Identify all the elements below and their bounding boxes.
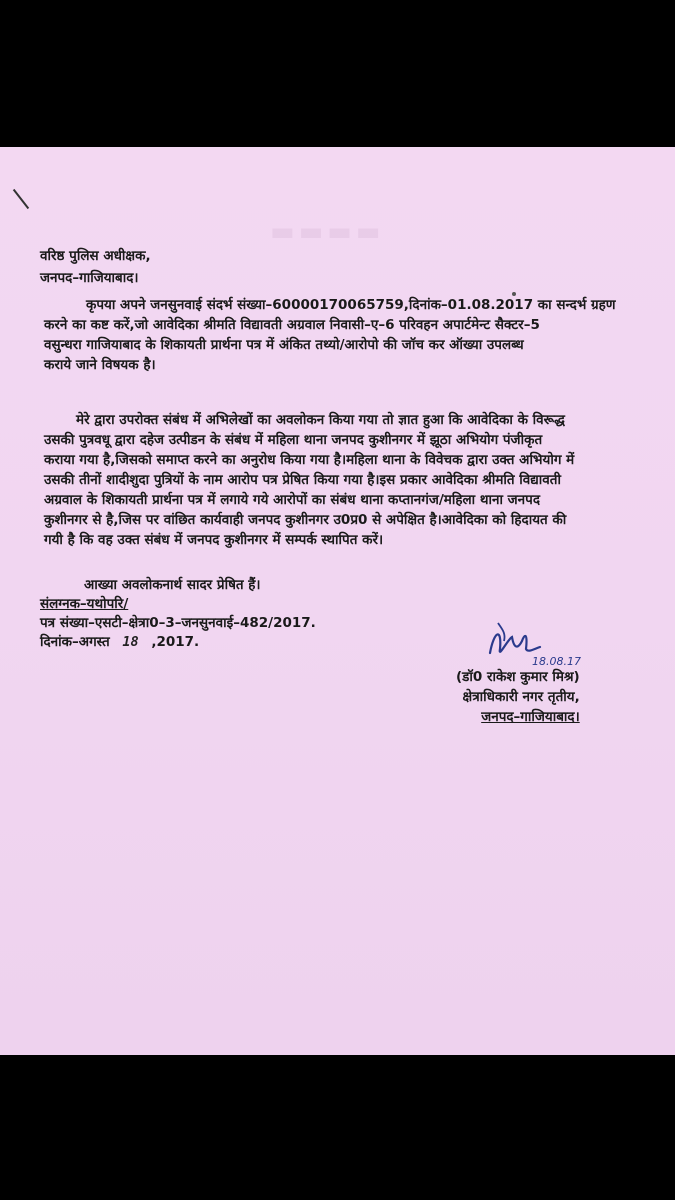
pen-tick-mark bbox=[13, 189, 29, 209]
signatory-block bbox=[456, 667, 580, 727]
letter-date bbox=[40, 633, 316, 652]
addressee-line: वरिष्ठ पुलिस अधीक्षक, bbox=[40, 248, 151, 264]
paragraph-findings bbox=[44, 410, 644, 550]
handwritten-signature bbox=[484, 619, 604, 667]
enclosure-label: संलग्नक–यथोपरि/ bbox=[40, 596, 129, 612]
paragraph-line: कृपया अपने जनसुनवाई संदर्भ संख्या–60000170065759,दिनांक–01.08.2017 का सन्दर्भ ग्रहण bbox=[86, 297, 616, 313]
paragraph-line: मेरे द्वारा उपरोक्त संबंध में अभिलेखों का अवलोकन किया गया तो ज्ञात हुआ कि आवेदिका के विरूद्ध bbox=[76, 412, 565, 428]
date-day: 18 bbox=[122, 634, 139, 650]
addressee-line: जनपद–गाजियाबाद। bbox=[40, 270, 139, 286]
paragraph-line: कराया गया है,जिसको समाप्त करने का अनुरोध किया गया है।महिला थाना के विवेचक द्वारा उक्त अभियोग में bbox=[44, 452, 575, 468]
signature-date: 18.08.17 bbox=[532, 655, 581, 667]
letterhead-watermark: ▬▬▬▬ bbox=[270, 217, 385, 247]
paragraph-reference bbox=[44, 295, 644, 375]
signatory-name: (डॉ0 राकेश कुमार मिश्र) bbox=[456, 669, 580, 685]
date-year: ,2017. bbox=[151, 634, 200, 650]
date-prefix: दिनांक–अगस्त bbox=[40, 634, 110, 650]
signatory-designation: क्षेत्राधिकारी नगर तृतीय, bbox=[462, 689, 580, 705]
paragraph-line: उसकी पुत्रवधू द्वारा दहेज उत्पीडन के संबंध में महिला थाना जनपद कुशीनगर में झूठा अभियोग पंजीकृत bbox=[44, 432, 543, 448]
signatory-district: जनपद–गाजियाबाद। bbox=[481, 709, 580, 725]
paragraph-line: गयी है कि वह उक्त संबंध में जनपद कुशीनगर में सम्पर्क स्थापित करें। bbox=[44, 532, 384, 548]
closing-line: आख्या अवलोकनार्थ सादर प्रेषित हैं। bbox=[84, 577, 261, 593]
reference-number: पत्र संख्या–एसटी–क्षेत्रा0–3–जनसुनवाई–482/2017. bbox=[40, 615, 316, 631]
paragraph-line: कुशीनगर से है,जिस पर वांछित कार्यवाही जनपद कुशीनगर उ0प्र0 से अपेक्षित है।आवेदिका को हिदायत की bbox=[44, 512, 567, 528]
letter-page bbox=[0, 147, 675, 1055]
paragraph-line: उसकी तीनों शादीशुदा पुत्रियों के नाम आरोप पत्र प्रेषित किया गया है।इस प्रकार आवेदिका श्रीमति विद्यावती bbox=[44, 472, 561, 488]
paragraph-line: वसुन्धरा गाजियाबाद के शिकायती प्रार्थना पत्र में अंकित तथ्यो/आरोपो की जॉच कर ऑख्या उपलब्ध bbox=[44, 337, 524, 353]
enclosure-block bbox=[40, 595, 316, 652]
paragraph-line: अग्रवाल के शिकायती प्रार्थना पत्र में लगाये गये आरोपों का संबंध थाना कप्तानगंज/महिला थाना जनपद bbox=[44, 492, 541, 508]
addressee bbox=[40, 245, 151, 289]
paragraph-line: करने का कष्ट करें,जो आवेदिका श्रीमति विद्यावती अग्रवाल निवासी–ए–6 परिवहन अपार्टमेन्ट सैक्टर–5 bbox=[44, 317, 540, 333]
paragraph-line: कराये जाने विषयक है। bbox=[44, 357, 156, 373]
